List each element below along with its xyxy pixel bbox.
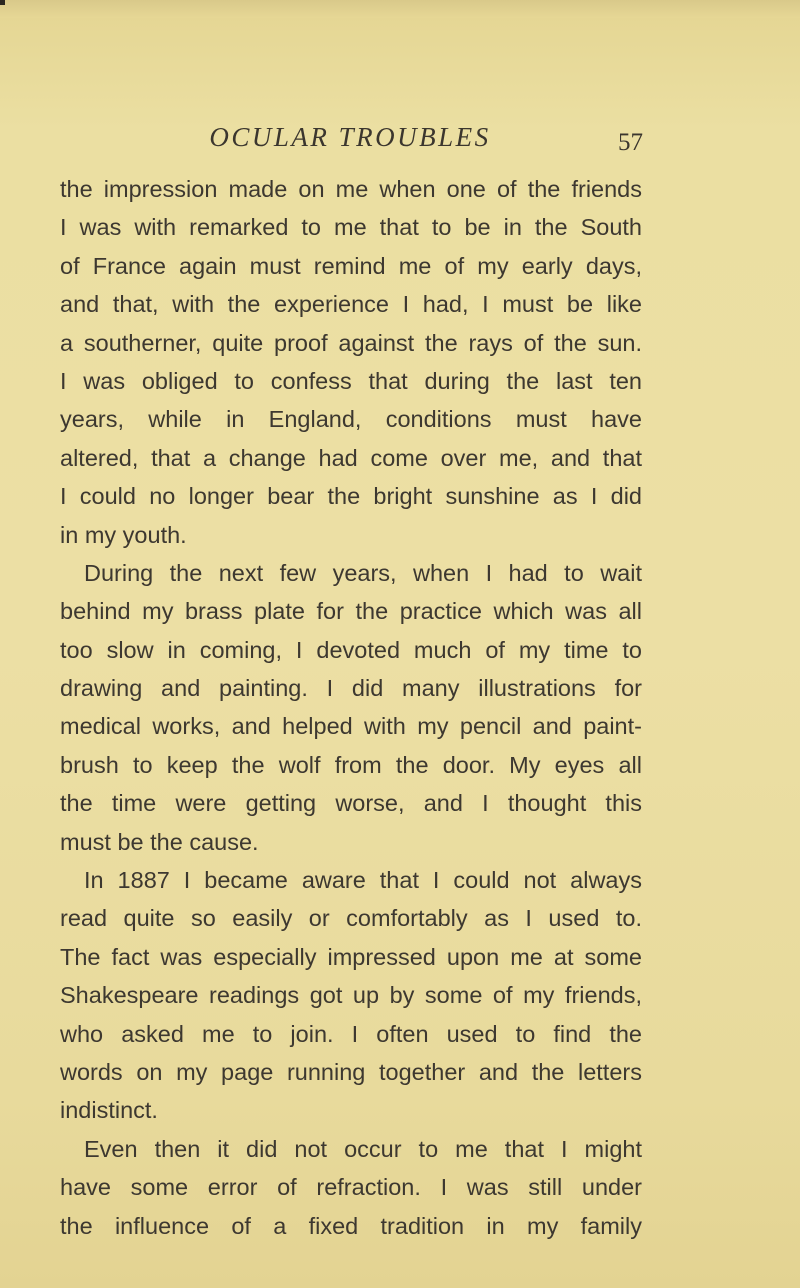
text-line: medical works, and helped with my pencil and paint- (60, 713, 642, 740)
text-line: Even then it did not occur to me that I might (84, 1135, 642, 1162)
text-line: and that, with the experience I had, I must be like (60, 291, 642, 318)
text-line: the time were getting worse, and I thought this (60, 790, 642, 817)
text-line: the impression made on me when one of the friends (60, 176, 642, 202)
text-line: of France again must remind me of my early days, (60, 252, 642, 279)
text-line: drawing and painting. I did many illustrations for (60, 675, 642, 702)
corner-mark (0, 0, 5, 5)
text-line: The fact was especially impressed upon me at some (60, 943, 642, 970)
text-line: words on my page running together and the letters (60, 1058, 642, 1085)
text-line: too slow in coming, I devoted much of my time to (60, 636, 642, 663)
text-line: have some error of refraction. I was still under (60, 1174, 642, 1201)
text-line: behind my brass plate for the practice which was all (60, 598, 642, 625)
text-line: the influence of a fixed tradition in my family (60, 1212, 642, 1239)
text-line: who asked me to join. I often used to find the (60, 1020, 642, 1047)
text-line: read quite so easily or comfortably as I used to. (60, 905, 642, 932)
text-line: a southerner, quite proof against the rays of the sun. (60, 329, 642, 356)
text-line: I could no longer bear the bright sunshine as I did (60, 483, 642, 510)
text-line: I was obliged to confess that during the last ten (60, 367, 642, 394)
page-top-edge (0, 0, 800, 18)
text-line: In 1887 I became aware that I could not always (84, 867, 642, 894)
text-line: During the next few years, when I had to wait (84, 559, 642, 586)
page-number: 57 (618, 129, 643, 156)
running-head: OCULAR TROUBLES (209, 122, 491, 152)
text-line: indistinct. (60, 1097, 158, 1124)
text-line: must be the cause. (60, 828, 259, 855)
text-line: years, while in England, conditions must have (60, 406, 642, 433)
text-line: I was with remarked to me that to be in the South (60, 214, 642, 241)
text-line: Shakespeare readings got up by some of my friends, (60, 982, 642, 1009)
text-line: in my youth. (60, 521, 187, 548)
body-text (60, 170, 642, 1245)
text-line: altered, that a change had come over me, and that (60, 444, 642, 471)
text-line: brush to keep the wolf from the door. My eyes all (60, 751, 642, 778)
page-header (60, 122, 660, 162)
